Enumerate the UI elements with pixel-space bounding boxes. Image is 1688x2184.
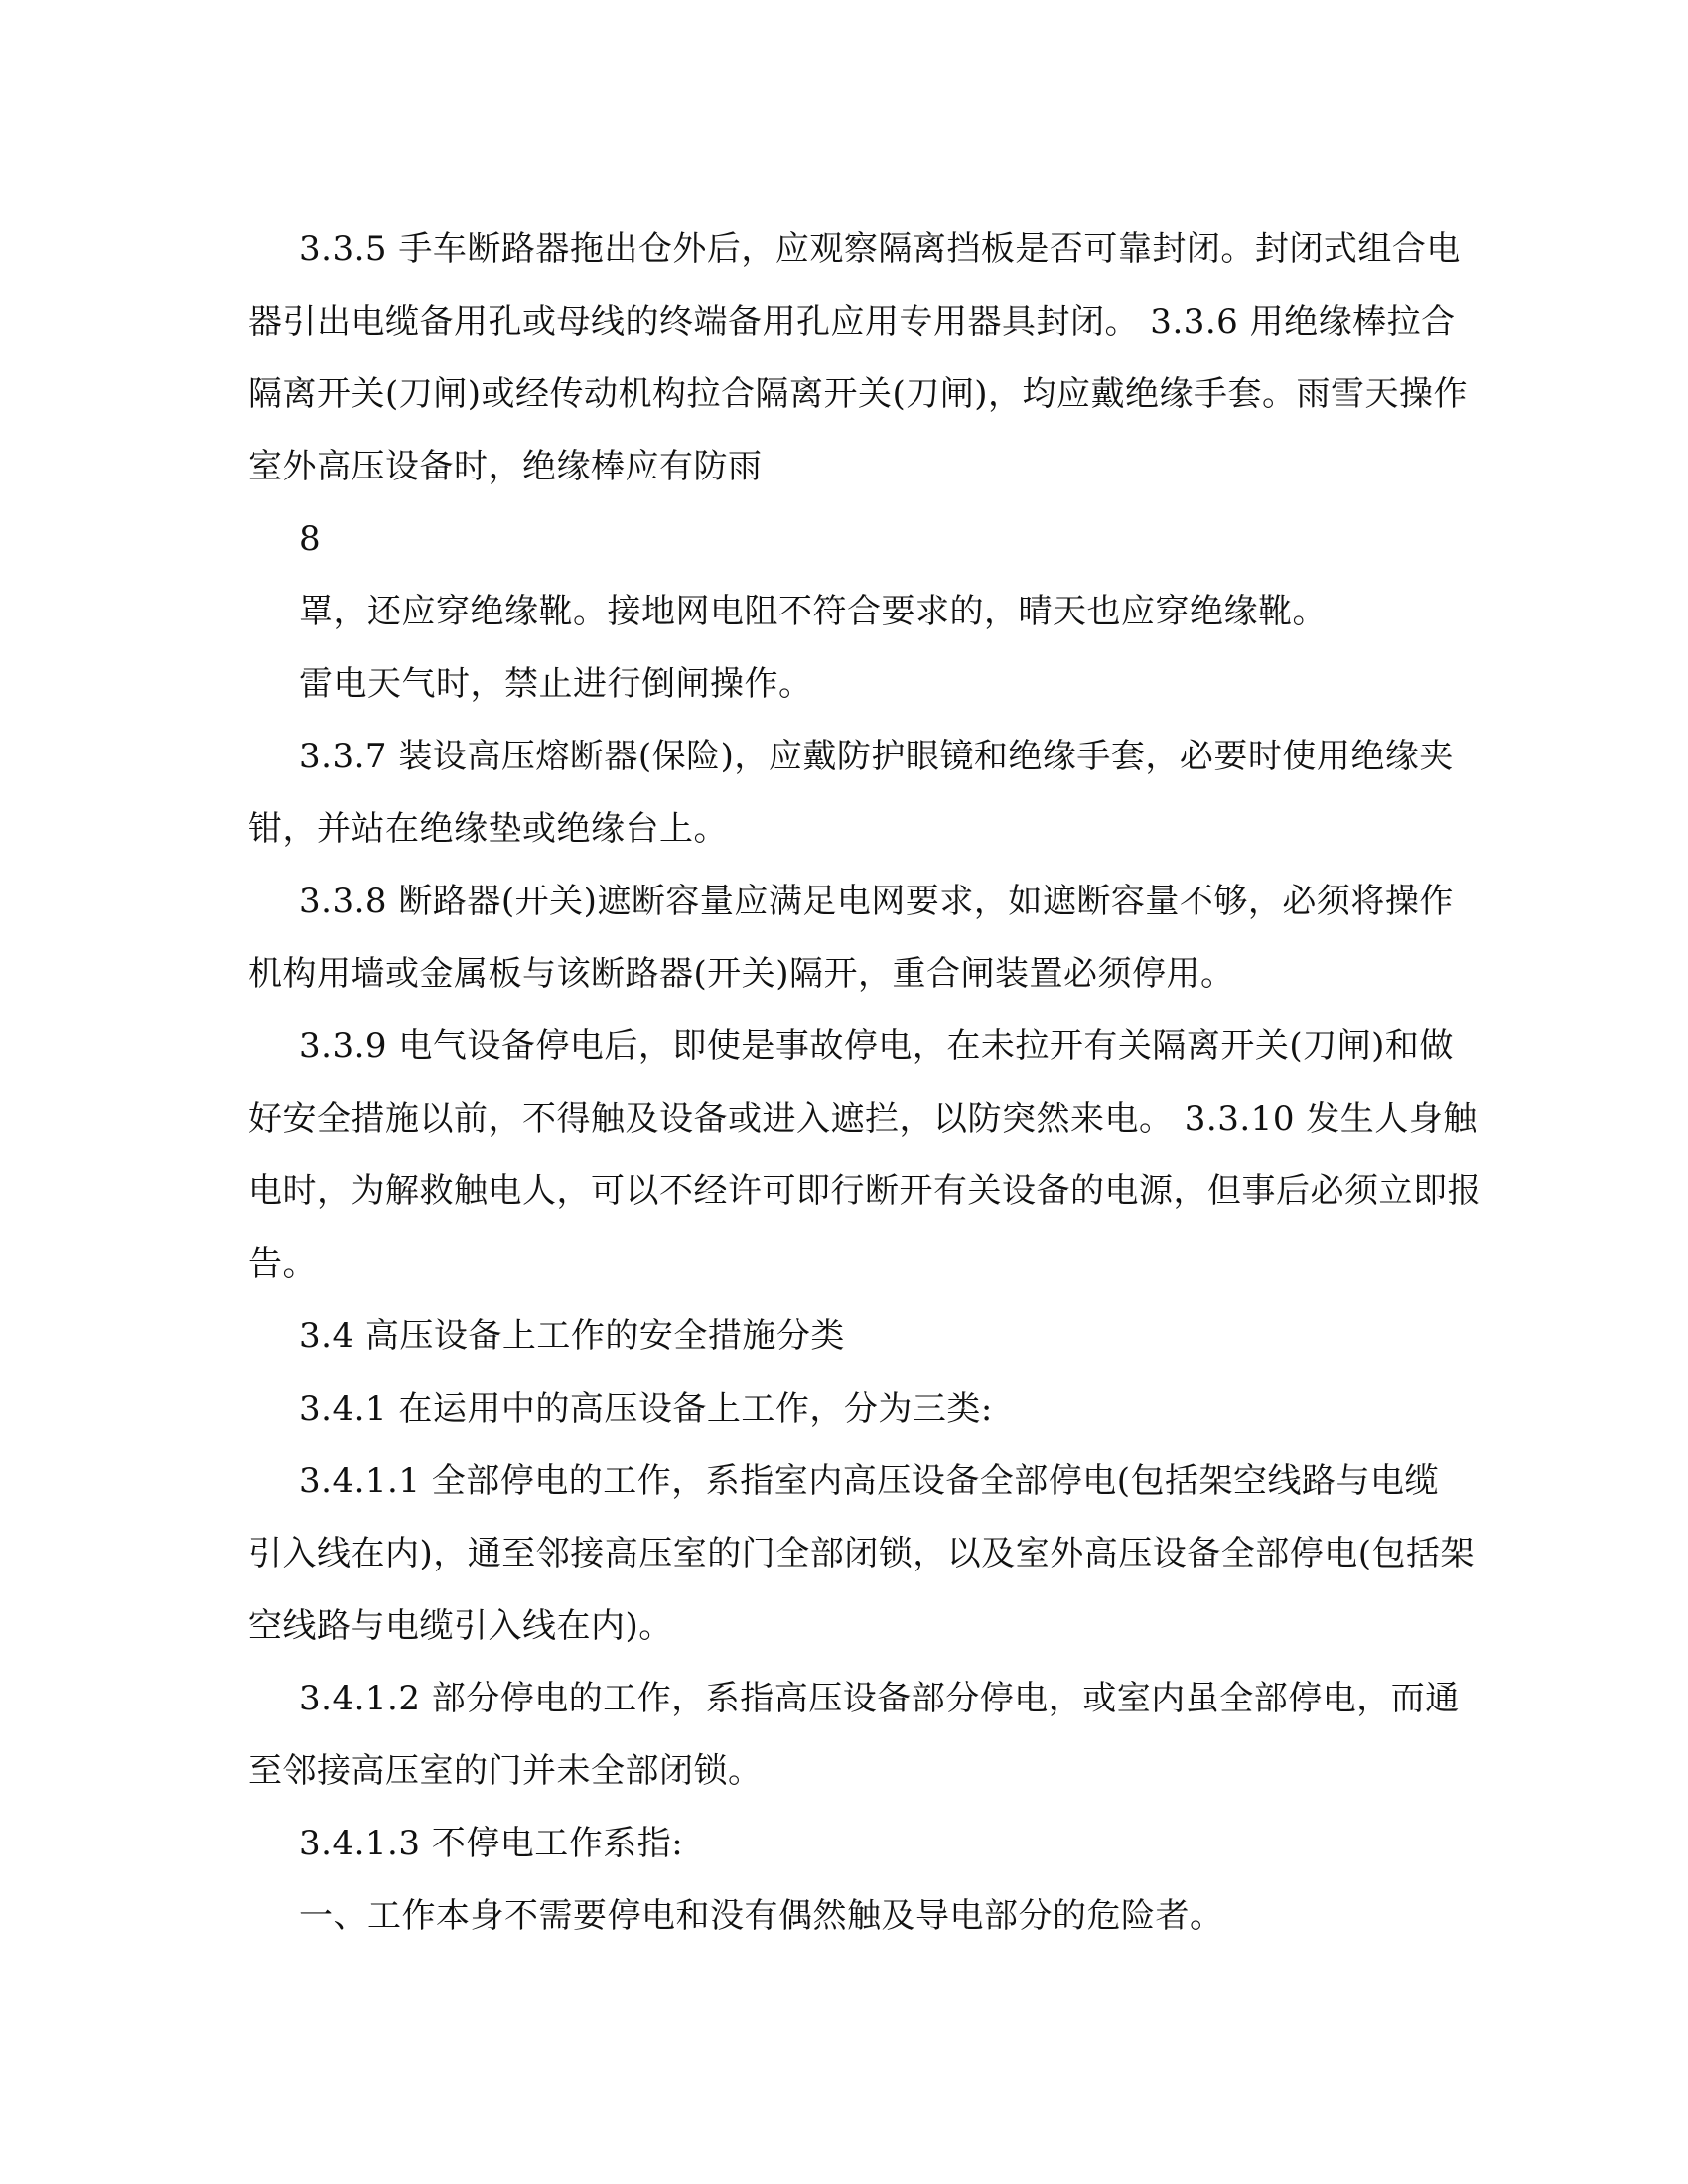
paragraph-line: 告。 xyxy=(248,1244,317,1284)
section-heading: 3.4 高压设备上工作的安全措施分类 xyxy=(299,1316,845,1356)
paragraph-line: 3.4.1.3 不停电工作系指: xyxy=(299,1824,684,1863)
paragraph-line: 电时，为解救触电人，可以不经许可即行断开有关设备的电源，但事后必须立即报 xyxy=(248,1171,1481,1211)
paragraph-line: 至邻接高压室的门并未全部闭锁。 xyxy=(248,1751,763,1791)
paragraph-line: 3.4.1.2 部分停电的工作，系指高压设备部分停电，或室内虽全部停电，而通 xyxy=(299,1679,1460,1718)
paragraph-line: 3.4.1 在运用中的高压设备上工作，分为三类: xyxy=(299,1389,993,1429)
page-number: 8 xyxy=(299,519,322,559)
paragraph-line: 钳，并站在绝缘垫或绝缘台上。 xyxy=(248,809,728,849)
paragraph-line: 器引出电缆备用孔或母线的终端备用孔应用专用器具封闭。 3.3.6 用绝缘棒拉合 xyxy=(248,302,1456,341)
paragraph-line: 机构用墙或金属板与该断路器(开关)隔开，重合闸装置必须停用。 xyxy=(248,954,1235,994)
paragraph-line: 3.3.9 电气设备停电后，即使是事故停电，在未拉开有关隔离开关(刀闸)和做 xyxy=(299,1026,1454,1066)
paragraph-line: 室外高压设备时，绝缘棒应有防雨 xyxy=(248,447,763,486)
paragraph-line: 3.3.8 断路器(开关)遮断容量应满足电网要求，如遮断容量不够，必须将操作 xyxy=(299,882,1454,921)
paragraph-line: 一、工作本身不需要停电和没有偶然触及导电部分的危险者。 xyxy=(299,1896,1224,1936)
paragraph-line: 罩，还应穿绝缘靴。接地网电阻不符合要求的，晴天也应穿绝缘靴。 xyxy=(299,592,1327,631)
paragraph-line: 雷电天气时，禁止进行倒闸操作。 xyxy=(299,664,813,704)
paragraph-line: 空线路与电缆引入线在内)。 xyxy=(248,1606,673,1646)
paragraph-line: 引入线在内)，通至邻接高压室的门全部闭锁，以及室外高压设备全部停电(包括架 xyxy=(248,1534,1476,1573)
paragraph-line: 隔离开关(刀闸)或经传动机构拉合隔离开关(刀闸)，均应戴绝缘手套。雨雪天操作 xyxy=(248,374,1469,414)
paragraph-line: 好安全措施以前，不得触及设备或进入遮拦，以防突然来电。 3.3.10 发生人身触 xyxy=(248,1099,1477,1139)
paragraph-line: 3.4.1.1 全部停电的工作，系指室内高压设备全部停电(包括架空线路与电缆 xyxy=(299,1461,1440,1501)
paragraph-line: 3.3.7 装设高压熔断器(保险)，应戴防护眼镜和绝缘手套，必要时使用绝缘夹 xyxy=(299,737,1454,776)
paragraph-line: 3.3.5 手车断路器拖出仓外后，应观察隔离挡板是否可靠封闭。封闭式组合电 xyxy=(299,229,1461,269)
